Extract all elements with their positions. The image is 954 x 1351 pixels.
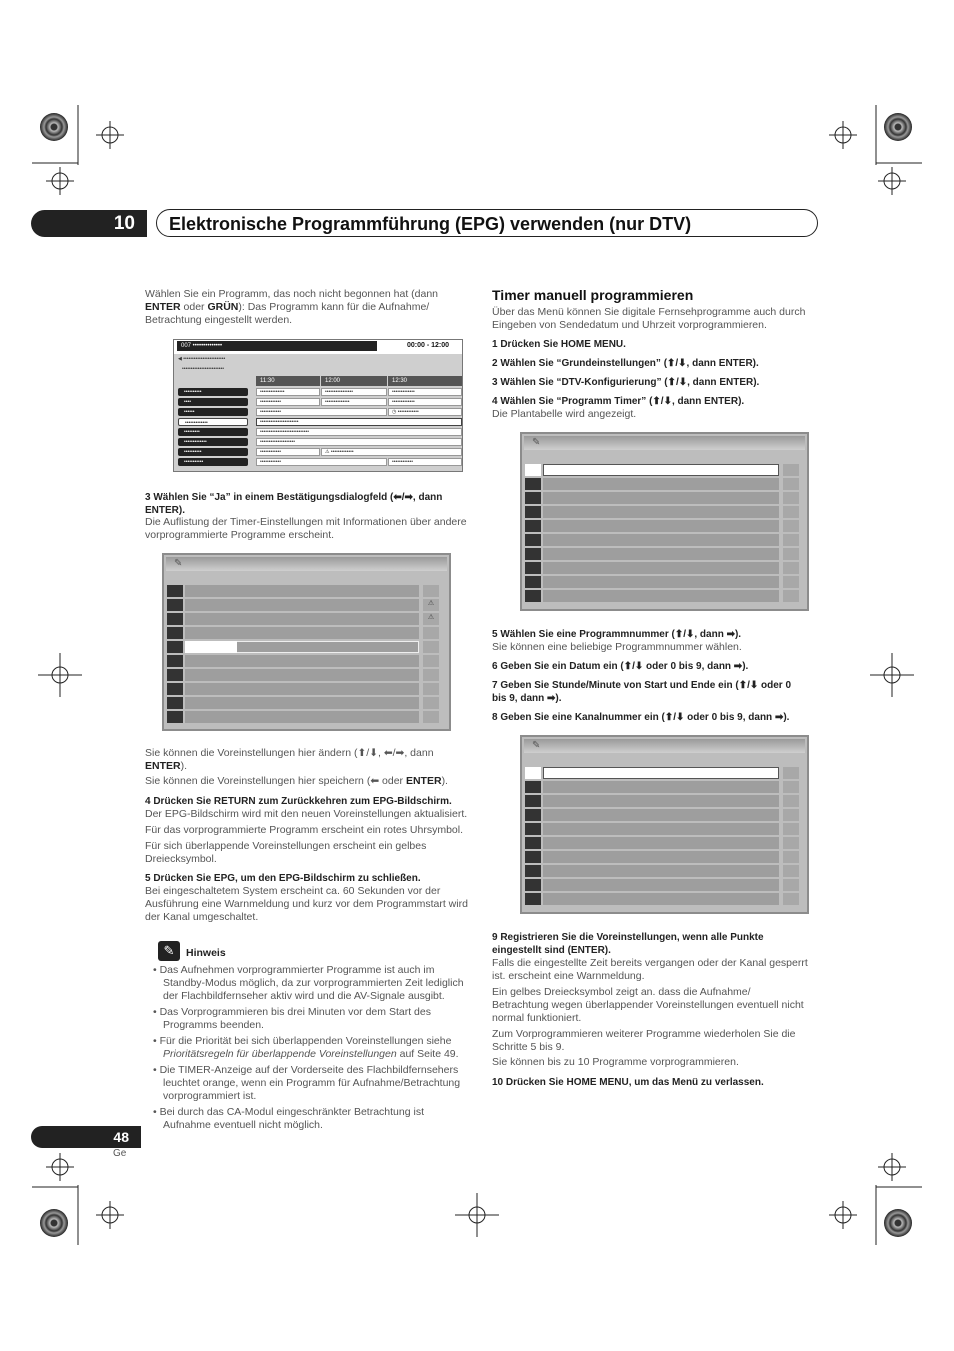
epg-time-3: 12:30 bbox=[388, 376, 462, 386]
language-code: Ge bbox=[113, 1148, 127, 1159]
step-4: 4 Wählen Sie “Programm Timer” (⬆/⬇, dann ENTER). bbox=[492, 396, 745, 407]
step-3: 3 Wählen Sie “DTV-Konfigurierung” (⬆/⬇, dann ENTER). bbox=[492, 377, 760, 388]
change-text: Sie können die Voreinstellungen hier ändern (⬆/⬇, ⬅/➡, dann ENTER). bbox=[145, 747, 434, 772]
section-heading: Timer manuell programmieren bbox=[492, 287, 694, 303]
step-9-text-1: Falls die eingestellte Zeit bereits vergangen oder der Kanal gesperrt ist. erscheint eine Warnmeldung. bbox=[492, 957, 808, 982]
intro-text: Wählen Sie ein Programm, das noch nicht begonnen hat (dann ENTER oder GRÜN): Das Programm kann für die Aufnahme/ Betrachtung eingestellt werden. bbox=[145, 288, 439, 326]
step-9-text-4: Sie können bis zu 10 Programme vorprogrammieren. bbox=[492, 1056, 739, 1068]
list-item: • Die TIMER-Anzeige auf der Vorderseite des Flachbildfernsehers leuchtet orange, wenn ein Programm für Aufnahme/Betrachtung vorprogrammiert ist. bbox=[153, 1064, 471, 1103]
page-number: 48 bbox=[31, 1126, 141, 1148]
step-9: 9 Registrieren Sie die Voreinstellungen, wenn alle Punkte eingestellt sind (ENTER). bbox=[492, 932, 764, 956]
step-4-text-2: Für das vorprogrammierte Programm erscheint ein rotes Uhrsymbol. bbox=[145, 824, 464, 836]
save-text: Sie können die Voreinstellungen hier speichern (⬅ oder ENTER). bbox=[145, 775, 448, 787]
step-4-text-1: Der EPG-Bildschirm wird mit den neuen Voreinstellungen aktualisiert. bbox=[145, 808, 468, 820]
list-item: • Für die Priorität bei sich überlappenden Voreinstellungen siehe Prioritätsregeln für überlappende Voreinstellungen auf Seite 49. bbox=[153, 1035, 471, 1061]
timer-list-screen-image: ✎ ⚠ ⚠ bbox=[162, 553, 451, 731]
list-item: • Bei durch das CA-Modul eingeschränkter Betrachtung ist Aufnahme eventuell nicht möglich. bbox=[153, 1106, 471, 1132]
step-9-text-2: Ein gelbes Dreiecksymbol zeigt an. dass die Aufnahme/ Betrachtung wegen überlappender Voreinstellungen eventuell nicht normal funktioniert. bbox=[492, 986, 804, 1024]
note-title: Hinweis bbox=[186, 947, 226, 959]
notes-list bbox=[153, 964, 471, 1135]
epg-time-2: 12:00 bbox=[321, 376, 387, 386]
page-title: Elektronische Programmführung (EPG) verwenden (nur DTV) bbox=[156, 209, 818, 237]
step-3-text: Die Auflistung der Timer-Einstellungen mit Informationen über andere vorprogrammierte Programme erscheint. bbox=[145, 516, 467, 541]
epg-channel: 007 bbox=[181, 343, 192, 349]
list-item: • Das Aufnehmen vorprogrammierter Programme ist auch im Standby-Modus möglich, da zur vorprogrammierten Zeit lediglich der Flachbildfernseher aktiv wird und die AV-Signale ausgibt. bbox=[153, 964, 471, 1003]
step-3-heading: 3 Wählen Sie “Ja” in einem Bestätigungsdialogfeld (⬅/➡, dann ENTER). bbox=[145, 492, 443, 516]
step-5-text: Bei eingeschaltetem System erscheint ca. 60 Sekunden vor der Ausführung eine Warnmeldung und kurz vor dem Programmstart wird der Kanal umgeschaltet. bbox=[145, 885, 468, 923]
step-2: 2 Wählen Sie “Grundeinstellungen” (⬆/⬇, dann ENTER). bbox=[492, 358, 759, 369]
step-4-text: Die Plantabelle wird angezeigt. bbox=[492, 408, 637, 420]
step-8: 8 Geben Sie eine Kanalnummer ein (⬆/⬇ oder 0 bis 9, dann ➡). bbox=[492, 712, 790, 723]
schedule-table-screen-image: ✎ bbox=[520, 432, 809, 611]
section-intro: Über das Menü können Sie digitale Fernsehprogramme auch durch Eingeben von Sendedatum und Uhrzeit vorprogrammieren. bbox=[492, 306, 806, 331]
list-item: • Das Vorprogrammieren bis drei Minuten vor dem Start des Programms beenden. bbox=[153, 1006, 471, 1032]
chapter-number: 10 bbox=[31, 210, 147, 237]
epg-time-range: 00:00 - 12:00 bbox=[407, 342, 450, 349]
step-5: 5 Wählen Sie eine Programmnummer (⬆/⬇, dann ➡). bbox=[492, 629, 742, 640]
step-4-heading: 4 Drücken Sie RETURN zum Zurückkehren zum EPG-Bildschirm. bbox=[145, 796, 452, 807]
epg-time-1: 11:30 bbox=[256, 376, 320, 386]
epg-screen-image: 007 •••••••••••••• 00:00 - 12:00 ◀ •••••••••••••••••••••••• •••••••••••••••••••••••• 11:30 12:00 12:30 •••••••••• •••• •••••• ••••••••••••• ••••••••• ••••••••••••• •••••••••• ••••••••••• •••••••••••••• •••••••••••••••• ••••••••••••• •••••••••••• •••••••••••••• ••••••••••••• •••••••••••• ◷ •••••••••••• •••••••••••••••••••••• •••••••••••••••••••••••••••• •••••••••••••••••••• •••••••••••• ⚠ ••••••••••••• •••••••••••• •••••••••••• bbox=[173, 339, 463, 472]
note-pencil-icon: ✎ bbox=[158, 941, 180, 961]
step-1: 1 Drücken Sie HOME MENU. bbox=[492, 339, 626, 350]
step-5-text: Sie können eine beliebige Programmnummer wählen. bbox=[492, 641, 742, 653]
step-4-text-3: Für sich überlappende Voreinstellungen erscheint ein gelbes Dreiecksymbol. bbox=[145, 840, 427, 865]
step-5-heading: 5 Drücken Sie EPG, um den EPG-Bildschirm zu schließen. bbox=[145, 873, 421, 884]
step-6: 6 Geben Sie ein Datum ein (⬆/⬇ oder 0 bis 9, dann ➡). bbox=[492, 661, 749, 672]
step-7: 7 Geben Sie Stunde/Minute von Start und Ende ein (⬆/⬇ oder 0 bis 9, dann ➡). bbox=[492, 680, 792, 704]
step-10: 10 Drücken Sie HOME MENU, um das Menü zu verlassen. bbox=[492, 1077, 764, 1088]
step-9-text-3: Zum Vorprogrammieren weiterer Programme wiederholen Sie die Schritte 5 bis 9. bbox=[492, 1028, 796, 1053]
schedule-table-screen-image-2: ✎ bbox=[520, 735, 809, 914]
